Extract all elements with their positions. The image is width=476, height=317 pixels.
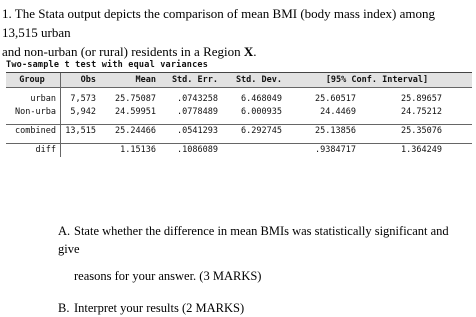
cell-obs: 13,515 <box>65 126 96 136</box>
cell-ci-low: 24.4469 <box>320 107 356 117</box>
cell-group: diff <box>35 145 56 155</box>
cell-group: urban <box>30 94 56 104</box>
table-row-combined <box>6 124 472 138</box>
col-header-mean: Mean <box>135 75 156 85</box>
question-line-2: and non-urban (or rural) residents in a Region X. <box>2 44 257 59</box>
cell-obs: 7,573 <box>70 94 96 104</box>
cell-obs: 5,942 <box>70 107 96 117</box>
cell-mean: 25.75087 <box>115 94 156 104</box>
cell-mean: 1.15136 <box>120 145 156 155</box>
col-header-conf-interval: [95% Conf. Interval] <box>325 75 429 85</box>
col-header-std-err: Std. Err. <box>171 75 218 85</box>
col-header-group: Group <box>19 75 45 85</box>
table-header-row <box>6 73 472 88</box>
cell-mean: 25.24466 <box>115 126 156 136</box>
region-name: X <box>243 44 254 59</box>
cell-group: Non-urba <box>15 107 56 117</box>
cell-ci-low: 25.13856 <box>315 126 356 136</box>
task-a-line-2: reasons for your answer. (3 MARKS) <box>74 269 262 283</box>
cell-ci-high: 25.89657 <box>401 94 442 104</box>
stata-caption: Two-sample t test with equal variances <box>6 60 209 70</box>
cell-ci-low: 25.60517 <box>315 94 356 104</box>
question-number: 1. <box>2 6 12 21</box>
cell-ci-low: .9384717 <box>315 145 356 155</box>
table-row-diff <box>6 143 472 157</box>
task-a-line-1: State whether the difference in mean BMIs was statistically significant and give <box>58 224 449 256</box>
table-row-non-urban <box>6 106 472 119</box>
task-a <box>58 222 468 258</box>
stata-output <box>6 58 472 157</box>
ttest-table <box>6 72 472 157</box>
cell-std-dev: 6.468049 <box>241 94 282 104</box>
cell-mean: 24.59951 <box>115 107 156 117</box>
task-b-label: B. <box>58 301 70 315</box>
cell-std-dev: 6.292745 <box>241 126 282 136</box>
col-header-std-dev: Std. Dev. <box>235 75 282 85</box>
table-row-urban <box>6 93 472 106</box>
cell-ci-high: 25.35076 <box>401 126 442 136</box>
cell-std-dev: 6.000935 <box>241 107 282 117</box>
question-line-1: 1. The Stata output depicts the comparison of mean BMI (body mass index) among 13,515 urban <box>2 6 436 40</box>
cell-std-err: .0778489 <box>177 107 218 117</box>
task-b-text: Interpret your results (2 MARKS) <box>74 301 245 315</box>
task-b <box>58 299 468 317</box>
cell-std-err: .0541293 <box>177 126 218 136</box>
task-list <box>58 222 468 317</box>
cell-std-err: .0743258 <box>177 94 218 104</box>
task-a-label: A. <box>58 224 71 238</box>
col-header-obs: Obs <box>80 75 96 85</box>
cell-group: combined <box>15 126 56 136</box>
question-text <box>2 4 472 61</box>
cell-std-err: .1086089 <box>177 145 218 155</box>
cell-ci-high: 24.75212 <box>401 107 442 117</box>
cell-ci-high: 1.364249 <box>401 145 442 155</box>
